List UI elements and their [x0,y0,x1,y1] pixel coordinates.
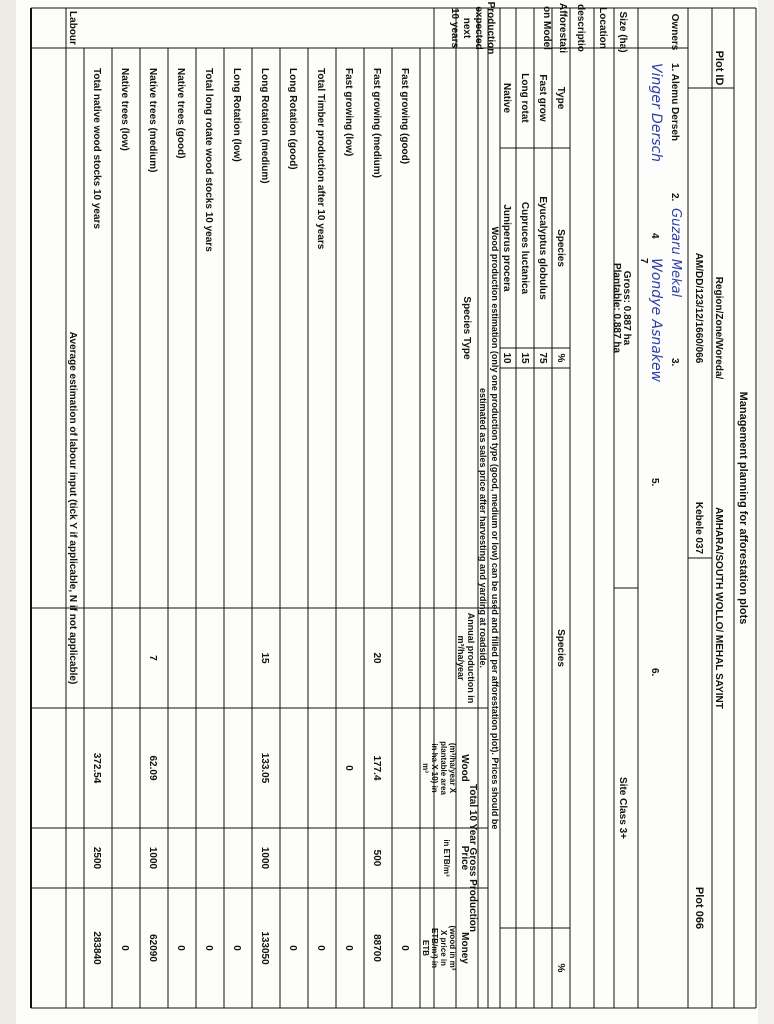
prod-money-4: 0 [287,945,298,951]
prod-price-1: 500 [371,849,382,867]
prod-label-5: Long Rotation (medium) [259,68,270,184]
prod-money-11: 283840 [91,931,102,965]
model-pct-0: 75 [537,352,548,364]
production-note-1: Wood production estimation (only one production type (good, medium or low) can be used and filled per afforestation plot). Prices should be [490,226,500,830]
owner-2-hand: Guzaru Mekal [668,208,683,298]
col-wood-sub-3: in ha X 10) in [430,743,439,793]
col-species-type: Species Type [461,296,472,360]
prod-wood-2: 0 [343,765,354,771]
owner-4-hand: Wondye Asnakew [648,258,664,383]
model-species-2: Juniperus procera [501,204,512,292]
prod-label-0: Fast growing (good) [399,68,410,165]
afforestation-label-2: on Model [541,6,552,50]
col-price-sub: in ETB/m³ [442,839,451,877]
owners-label: Owners [669,13,680,51]
rotated-page [31,2,756,1008]
prod-money-5: 133050 [259,931,270,965]
labour-note: Average estimation of labour input (tick Y if applicable, N if not applicable) [67,331,78,685]
model-type-0: Fast grow [537,74,548,122]
region-value: AMHARA/SOUTH WOLLO/ MEHAL SAYINT [713,507,724,709]
plot-number: Plot 066 [693,886,705,930]
col-wood-sub-2: plantable area [439,741,448,795]
col-money-sub-1: (wood in m³ [448,925,457,971]
prod-money-3: 0 [315,945,326,951]
prod-money-8: 0 [175,945,186,951]
prod-label-4: Long Rotation (good) [287,68,298,170]
table-grid [31,8,756,1008]
region-label: Region/Zone/Woreda/ [713,276,724,380]
owner-1: 1. Alemu Derseh [669,63,680,141]
col-annual-1: Annual production in [466,612,476,704]
plot-code: AM/DD/123/12/1660/066 [693,252,704,364]
prod-label-11: Total native wood stocks 10 years [91,68,102,229]
model-species-1: Cupruces luctanica [519,201,530,295]
prod-money-9: 62090 [147,934,158,962]
model-species-0: Eyucalyptus globulus [537,196,548,300]
prod-money-10: 0 [119,945,130,951]
afforestation-label-1: Afforestati [557,2,568,54]
col-money: Money [459,932,470,964]
scan-margin-right [758,0,774,1024]
model-pct-1: 15 [519,352,530,364]
prod-money-1: 88700 [371,934,382,962]
prod-label-7: Total long rotate wood stocks 10 years [203,68,214,252]
prod-label-9: Native trees (medium) [147,68,158,173]
model-pct-2: 10 [501,352,512,364]
owner-5-num: 5. [649,478,660,487]
species-header-2: Species [555,629,566,667]
gross: Gross: 0.887 ha [621,270,632,346]
table-text [67,2,749,973]
production-label-4: 10 years [449,7,460,49]
owner-hand-line: Vinger Dersch [648,63,664,163]
col-wood: Wood [459,754,470,782]
prod-wood-9: 62.09 [147,755,158,781]
species-header: Species [555,229,566,267]
prod-label-2: Fast growing (low) [343,68,354,157]
site-class: Site Class 3+ [617,777,628,839]
prod-price-11: 2500 [91,846,102,870]
prod-label-6: Long Rotation (low) [231,68,242,162]
production-label-1: Production [485,1,496,55]
prod-wood-11: 372.54 [91,752,102,784]
scan-margin [0,0,16,1024]
plantable: Plantable: 0.887 ha [611,262,622,354]
prod-label-1: Fast growing (medium) [371,68,382,178]
production-label-2: expected [473,6,484,50]
size-label: Size (ha) [617,11,628,53]
model-type-2: Native [501,82,512,114]
col-money-sub-3: ETB/m³) in [430,928,439,968]
prod-price-9: 1000 [147,846,158,870]
prod-money-2: 0 [343,945,354,951]
prod-annual-1: 20 [371,652,382,664]
prod-wood-1: 177.4 [371,755,382,781]
percent-header-2: % [555,963,566,973]
production-note-2: estimated as sales price after harvesting and yarding at roadside. [478,387,488,669]
model-type-1: Long rotat [519,73,530,123]
prod-label-10: Native trees (low) [119,68,130,151]
production-label-3: next [461,17,472,39]
col-wood-sub-4: m³ [421,763,430,773]
prod-label-3: Total Timber production after 10 years [315,68,326,250]
prod-label-8: Native trees (good) [175,68,186,159]
prod-money-0: 0 [399,945,410,951]
prod-money-6: 0 [231,945,242,951]
col-wood-sub-1: (m³/ha/year X [448,742,457,794]
col-money-sub-2: X price in [439,929,448,967]
col-annual-2: m³/ha/year [456,635,466,681]
prod-wood-5: 133.05 [259,752,270,784]
plot-id-label: Plot ID [713,50,725,86]
type-header: Type [555,86,566,110]
owner-2-num: 2. [669,193,680,202]
kebele: Kebele 037 [693,501,704,555]
description-label: descriptio [575,4,586,52]
location-label: Location [597,7,608,49]
prod-annual-5: 15 [259,652,270,664]
owner-7-num: 7 [638,258,649,264]
col-total-gross: Total 10 Year Gross Production [467,783,478,933]
owner-3-num: 3. [669,358,680,367]
owner-6-num: 6. [649,668,660,677]
prod-price-5: 1000 [259,846,270,870]
col-price: Price [459,845,470,871]
prod-money-7: 0 [203,945,214,951]
owner-4-num: 4 [649,233,660,239]
percent-header: % [555,353,566,363]
form-title: Management planning for afforestation plots [737,391,749,625]
labour-label: Labour [67,11,78,45]
col-money-sub-4: ETB [421,940,430,956]
prod-annual-9: 7 [147,655,158,661]
